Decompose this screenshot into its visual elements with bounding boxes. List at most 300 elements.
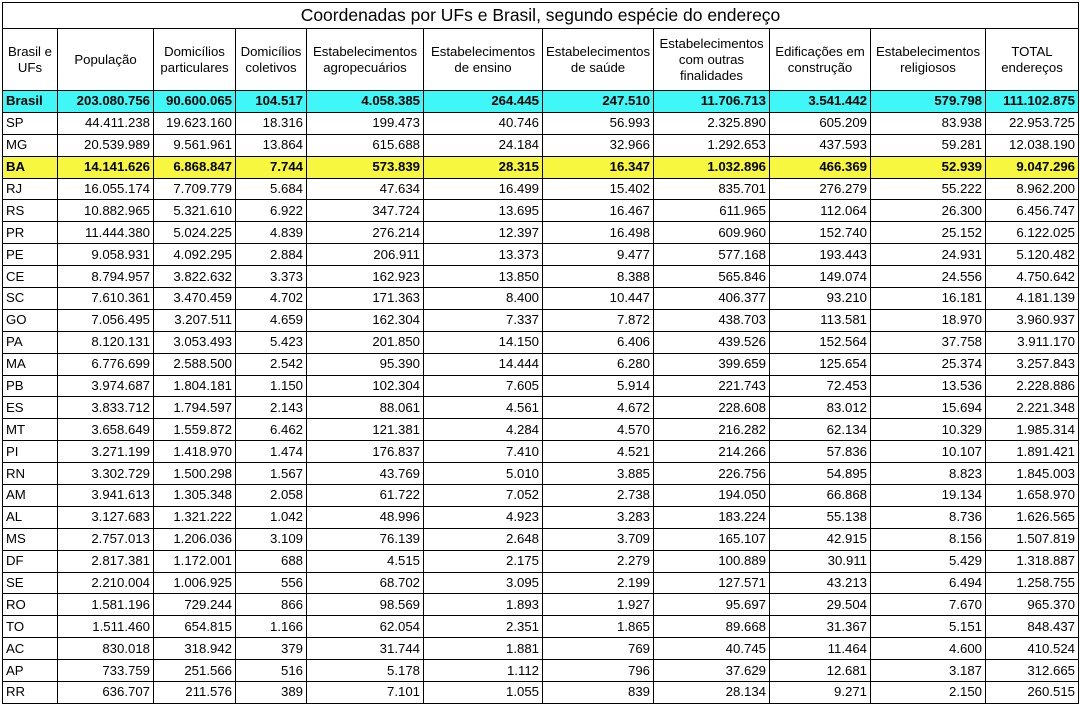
value-cell: 24.931	[871, 244, 986, 266]
value-cell: 565.846	[654, 266, 770, 288]
value-cell: 1.567	[236, 463, 307, 485]
value-cell: 848.437	[986, 616, 1079, 638]
value-cell: 466.369	[770, 156, 871, 178]
value-cell: 3.709	[543, 528, 654, 550]
value-cell: 7.605	[424, 375, 543, 397]
value-cell: 7.410	[424, 441, 543, 463]
table-row	[3, 309, 1079, 331]
value-cell: 13.536	[871, 375, 986, 397]
value-cell: 66.868	[770, 485, 871, 507]
value-cell: 102.304	[307, 375, 424, 397]
value-cell: 226.756	[654, 463, 770, 485]
value-cell: 835.701	[654, 178, 770, 200]
table-row	[3, 266, 1079, 288]
value-cell: 615.688	[307, 134, 424, 156]
uf-cell: Brasil	[3, 91, 58, 113]
value-cell: 183.224	[654, 506, 770, 528]
value-cell: 3.127.683	[58, 506, 154, 528]
table-row	[3, 682, 1079, 704]
column-header: Brasil e UFs	[3, 29, 58, 91]
value-cell: 3.302.729	[58, 463, 154, 485]
value-cell: 162.923	[307, 266, 424, 288]
value-cell: 3.658.649	[58, 419, 154, 441]
value-cell: 2.150	[871, 682, 986, 704]
value-cell: 410.524	[986, 638, 1079, 660]
value-cell: 276.279	[770, 178, 871, 200]
value-cell: 13.864	[236, 134, 307, 156]
value-cell: 48.996	[307, 506, 424, 528]
value-cell: 88.061	[307, 397, 424, 419]
value-cell: 13.373	[424, 244, 543, 266]
value-cell: 14.150	[424, 331, 543, 353]
value-cell: 10.882.965	[58, 200, 154, 222]
value-cell: 228.608	[654, 397, 770, 419]
value-cell: 2.058	[236, 485, 307, 507]
value-cell: 7.610.361	[58, 288, 154, 310]
value-cell: 3.974.687	[58, 375, 154, 397]
value-cell: 406.377	[654, 288, 770, 310]
value-cell: 14.141.626	[58, 156, 154, 178]
value-cell: 2.588.500	[154, 353, 236, 375]
value-cell: 4.923	[424, 506, 543, 528]
column-header: TOTAL endereços	[986, 29, 1079, 91]
value-cell: 1.166	[236, 616, 307, 638]
uf-cell: PB	[3, 375, 58, 397]
value-cell: 201.850	[307, 331, 424, 353]
value-cell: 43.213	[770, 572, 871, 594]
value-cell: 312.665	[986, 660, 1079, 682]
value-cell: 83.938	[871, 112, 986, 134]
value-cell: 9.047.296	[986, 156, 1079, 178]
value-cell: 6.122.025	[986, 222, 1079, 244]
value-cell: 6.406	[543, 331, 654, 353]
column-header: Estabelecimentos de ensino	[424, 29, 543, 91]
value-cell: 3.885	[543, 463, 654, 485]
value-cell: 8.962.200	[986, 178, 1079, 200]
value-cell: 4.092.295	[154, 244, 236, 266]
value-cell: 1.626.565	[986, 506, 1079, 528]
value-cell: 3.095	[424, 572, 543, 594]
value-cell: 113.581	[770, 309, 871, 331]
value-cell: 149.074	[770, 266, 871, 288]
uf-cell: PE	[3, 244, 58, 266]
value-cell: 1.507.819	[986, 528, 1079, 550]
value-cell: 3.373	[236, 266, 307, 288]
value-cell: 5.914	[543, 375, 654, 397]
uf-cell: AC	[3, 638, 58, 660]
value-cell: 55.138	[770, 506, 871, 528]
value-cell: 4.750.642	[986, 266, 1079, 288]
table-row	[3, 134, 1079, 156]
value-cell: 4.702	[236, 288, 307, 310]
value-cell: 25.374	[871, 353, 986, 375]
value-cell: 12.397	[424, 222, 543, 244]
value-cell: 25.152	[871, 222, 986, 244]
value-cell: 1.881	[424, 638, 543, 660]
value-cell: 636.707	[58, 682, 154, 704]
value-cell: 579.798	[871, 91, 986, 113]
value-cell: 4.058.385	[307, 91, 424, 113]
value-cell: 609.960	[654, 222, 770, 244]
value-cell: 100.889	[654, 550, 770, 572]
value-cell: 30.911	[770, 550, 871, 572]
value-cell: 1.032.896	[654, 156, 770, 178]
value-cell: 2.175	[424, 550, 543, 572]
value-cell: 1.292.653	[654, 134, 770, 156]
value-cell: 3.271.199	[58, 441, 154, 463]
value-cell: 830.018	[58, 638, 154, 660]
value-cell: 769	[543, 638, 654, 660]
table-row	[3, 528, 1079, 550]
value-cell: 162.304	[307, 309, 424, 331]
value-cell: 9.561.961	[154, 134, 236, 156]
uf-cell: SP	[3, 112, 58, 134]
value-cell: 7.670	[871, 594, 986, 616]
value-cell: 4.561	[424, 397, 543, 419]
value-cell: 6.868.847	[154, 156, 236, 178]
value-cell: 276.214	[307, 222, 424, 244]
value-cell: 6.494	[871, 572, 986, 594]
value-cell: 7.744	[236, 156, 307, 178]
address-table	[2, 2, 1079, 704]
value-cell: 264.445	[424, 91, 543, 113]
value-cell: 1.055	[424, 682, 543, 704]
value-cell: 11.464	[770, 638, 871, 660]
value-cell: 193.443	[770, 244, 871, 266]
value-cell: 251.566	[154, 660, 236, 682]
value-cell: 11.706.713	[654, 91, 770, 113]
value-cell: 55.222	[871, 178, 986, 200]
value-cell: 2.221.348	[986, 397, 1079, 419]
table-row	[3, 331, 1079, 353]
uf-cell: CE	[3, 266, 58, 288]
value-cell: 4.839	[236, 222, 307, 244]
value-cell: 7.337	[424, 309, 543, 331]
value-cell: 8.823	[871, 463, 986, 485]
value-cell: 5.423	[236, 331, 307, 353]
value-cell: 98.569	[307, 594, 424, 616]
value-cell: 28.315	[424, 156, 543, 178]
value-cell: 2.648	[424, 528, 543, 550]
value-cell: 1.500.298	[154, 463, 236, 485]
value-cell: 1.112	[424, 660, 543, 682]
value-cell: 1.006.925	[154, 572, 236, 594]
uf-cell: SC	[3, 288, 58, 310]
value-cell: 3.833.712	[58, 397, 154, 419]
value-cell: 9.271	[770, 682, 871, 704]
uf-cell: PA	[3, 331, 58, 353]
value-cell: 83.012	[770, 397, 871, 419]
value-cell: 6.776.699	[58, 353, 154, 375]
value-cell: 203.080.756	[58, 91, 154, 113]
uf-cell: RO	[3, 594, 58, 616]
value-cell: 8.794.957	[58, 266, 154, 288]
value-cell: 152.564	[770, 331, 871, 353]
value-cell: 3.941.613	[58, 485, 154, 507]
value-cell: 577.168	[654, 244, 770, 266]
value-cell: 5.429	[871, 550, 986, 572]
value-cell: 4.284	[424, 419, 543, 441]
value-cell: 221.743	[654, 375, 770, 397]
value-cell: 3.960.937	[986, 309, 1079, 331]
value-cell: 47.634	[307, 178, 424, 200]
value-cell: 4.570	[543, 419, 654, 441]
value-cell: 13.695	[424, 200, 543, 222]
table-row	[3, 353, 1079, 375]
value-cell: 95.390	[307, 353, 424, 375]
table-row	[3, 506, 1079, 528]
uf-cell: DF	[3, 550, 58, 572]
value-cell: 1.845.003	[986, 463, 1079, 485]
value-cell: 247.510	[543, 91, 654, 113]
value-cell: 437.593	[770, 134, 871, 156]
table-row	[3, 156, 1079, 178]
value-cell: 5.024.225	[154, 222, 236, 244]
value-cell: 165.107	[654, 528, 770, 550]
value-cell: 1.927	[543, 594, 654, 616]
table-row	[3, 288, 1079, 310]
table-row	[3, 485, 1079, 507]
value-cell: 438.703	[654, 309, 770, 331]
value-cell: 1.305.348	[154, 485, 236, 507]
value-cell: 26.300	[871, 200, 986, 222]
value-cell: 214.266	[654, 441, 770, 463]
value-cell: 57.836	[770, 441, 871, 463]
value-cell: 16.181	[871, 288, 986, 310]
value-cell: 7.056.495	[58, 309, 154, 331]
uf-cell: AM	[3, 485, 58, 507]
value-cell: 16.499	[424, 178, 543, 200]
value-cell: 31.367	[770, 616, 871, 638]
value-cell: 112.064	[770, 200, 871, 222]
value-cell: 1.559.872	[154, 419, 236, 441]
table-row	[3, 397, 1079, 419]
uf-cell: MT	[3, 419, 58, 441]
header-row	[3, 29, 1079, 91]
value-cell: 15.402	[543, 178, 654, 200]
value-cell: 62.134	[770, 419, 871, 441]
value-cell: 1.474	[236, 441, 307, 463]
uf-cell: MG	[3, 134, 58, 156]
value-cell: 3.109	[236, 528, 307, 550]
value-cell: 216.282	[654, 419, 770, 441]
value-cell: 16.055.174	[58, 178, 154, 200]
value-cell: 211.576	[154, 682, 236, 704]
value-cell: 516	[236, 660, 307, 682]
value-cell: 4.515	[307, 550, 424, 572]
uf-cell: PI	[3, 441, 58, 463]
value-cell: 16.467	[543, 200, 654, 222]
value-cell: 13.850	[424, 266, 543, 288]
value-cell: 19.134	[871, 485, 986, 507]
value-cell: 379	[236, 638, 307, 660]
value-cell: 6.922	[236, 200, 307, 222]
value-cell: 4.659	[236, 309, 307, 331]
uf-cell: MS	[3, 528, 58, 550]
column-header: Estabelecimentos religiosos	[871, 29, 986, 91]
value-cell: 5.178	[307, 660, 424, 682]
table-row	[3, 91, 1079, 113]
column-header: Estabelecimentos agropecuários	[307, 29, 424, 91]
value-cell: 866	[236, 594, 307, 616]
value-cell: 14.444	[424, 353, 543, 375]
value-cell: 68.702	[307, 572, 424, 594]
value-cell: 556	[236, 572, 307, 594]
value-cell: 199.473	[307, 112, 424, 134]
value-cell: 1.511.460	[58, 616, 154, 638]
value-cell: 3.283	[543, 506, 654, 528]
value-cell: 7.872	[543, 309, 654, 331]
value-cell: 3.911.170	[986, 331, 1079, 353]
table-row	[3, 112, 1079, 134]
value-cell: 1.891.421	[986, 441, 1079, 463]
value-cell: 439.526	[654, 331, 770, 353]
value-cell: 611.965	[654, 200, 770, 222]
uf-cell: PR	[3, 222, 58, 244]
value-cell: 44.411.238	[58, 112, 154, 134]
value-cell: 733.759	[58, 660, 154, 682]
column-header: Edificações em construção	[770, 29, 871, 91]
value-cell: 54.895	[770, 463, 871, 485]
value-cell: 61.722	[307, 485, 424, 507]
value-cell: 3.257.843	[986, 353, 1079, 375]
table-row	[3, 550, 1079, 572]
value-cell: 605.209	[770, 112, 871, 134]
value-cell: 10.329	[871, 419, 986, 441]
value-cell: 2.817.381	[58, 550, 154, 572]
value-cell: 3.053.493	[154, 331, 236, 353]
value-cell: 16.347	[543, 156, 654, 178]
column-header: Domicílios coletivos	[236, 29, 307, 91]
value-cell: 5.120.482	[986, 244, 1079, 266]
value-cell: 1.150	[236, 375, 307, 397]
value-cell: 9.058.931	[58, 244, 154, 266]
value-cell: 37.629	[654, 660, 770, 682]
uf-cell: AP	[3, 660, 58, 682]
table-row	[3, 463, 1079, 485]
uf-cell: RS	[3, 200, 58, 222]
value-cell: 1.658.970	[986, 485, 1079, 507]
value-cell: 1.321.222	[154, 506, 236, 528]
value-cell: 7.052	[424, 485, 543, 507]
value-cell: 1.893	[424, 594, 543, 616]
value-cell: 24.184	[424, 134, 543, 156]
value-cell: 18.970	[871, 309, 986, 331]
value-cell: 1.172.001	[154, 550, 236, 572]
value-cell: 10.107	[871, 441, 986, 463]
value-cell: 965.370	[986, 594, 1079, 616]
value-cell: 3.187	[871, 660, 986, 682]
value-cell: 2.884	[236, 244, 307, 266]
value-cell: 22.953.725	[986, 112, 1079, 134]
value-cell: 152.740	[770, 222, 871, 244]
value-cell: 4.600	[871, 638, 986, 660]
value-cell: 2.143	[236, 397, 307, 419]
value-cell: 40.745	[654, 638, 770, 660]
value-cell: 95.697	[654, 594, 770, 616]
value-cell: 2.279	[543, 550, 654, 572]
value-cell: 24.556	[871, 266, 986, 288]
value-cell: 5.684	[236, 178, 307, 200]
value-cell: 19.623.160	[154, 112, 236, 134]
table-row	[3, 638, 1079, 660]
value-cell: 32.966	[543, 134, 654, 156]
value-cell: 1.258.755	[986, 572, 1079, 594]
value-cell: 796	[543, 660, 654, 682]
value-cell: 121.381	[307, 419, 424, 441]
value-cell: 28.134	[654, 682, 770, 704]
uf-cell: GO	[3, 309, 58, 331]
value-cell: 6.280	[543, 353, 654, 375]
value-cell: 389	[236, 682, 307, 704]
value-cell: 125.654	[770, 353, 871, 375]
value-cell: 8.400	[424, 288, 543, 310]
value-cell: 76.139	[307, 528, 424, 550]
value-cell: 5.010	[424, 463, 543, 485]
value-cell: 347.724	[307, 200, 424, 222]
value-cell: 42.915	[770, 528, 871, 550]
value-cell: 2.228.886	[986, 375, 1079, 397]
value-cell: 206.911	[307, 244, 424, 266]
table-row	[3, 572, 1079, 594]
value-cell: 40.746	[424, 112, 543, 134]
value-cell: 31.744	[307, 638, 424, 660]
uf-cell: TO	[3, 616, 58, 638]
value-cell: 176.837	[307, 441, 424, 463]
uf-cell: RJ	[3, 178, 58, 200]
value-cell: 12.038.190	[986, 134, 1079, 156]
value-cell: 5.321.610	[154, 200, 236, 222]
value-cell: 2.325.890	[654, 112, 770, 134]
value-cell: 90.600.065	[154, 91, 236, 113]
value-cell: 2.199	[543, 572, 654, 594]
value-cell: 59.281	[871, 134, 986, 156]
value-cell: 4.181.139	[986, 288, 1079, 310]
table-row	[3, 660, 1079, 682]
value-cell: 127.571	[654, 572, 770, 594]
value-cell: 37.758	[871, 331, 986, 353]
value-cell: 1.206.036	[154, 528, 236, 550]
value-cell: 260.515	[986, 682, 1079, 704]
value-cell: 7.101	[307, 682, 424, 704]
value-cell: 29.504	[770, 594, 871, 616]
value-cell: 1.794.597	[154, 397, 236, 419]
value-cell: 1.581.196	[58, 594, 154, 616]
value-cell: 56.993	[543, 112, 654, 134]
value-cell: 8.156	[871, 528, 986, 550]
value-cell: 2.738	[543, 485, 654, 507]
value-cell: 194.050	[654, 485, 770, 507]
value-cell: 1.985.314	[986, 419, 1079, 441]
table-row	[3, 178, 1079, 200]
table-row	[3, 441, 1079, 463]
value-cell: 15.694	[871, 397, 986, 419]
uf-cell: SE	[3, 572, 58, 594]
value-cell: 2.210.004	[58, 572, 154, 594]
value-cell: 688	[236, 550, 307, 572]
value-cell: 52.939	[871, 156, 986, 178]
uf-cell: AL	[3, 506, 58, 528]
uf-cell: RN	[3, 463, 58, 485]
column-header: Estabelecimentos com outras finalidades	[654, 29, 770, 91]
value-cell: 6.462	[236, 419, 307, 441]
column-header: Domicílios particulares	[154, 29, 236, 91]
value-cell: 4.672	[543, 397, 654, 419]
value-cell: 104.517	[236, 91, 307, 113]
value-cell: 2.351	[424, 616, 543, 638]
uf-cell: MA	[3, 353, 58, 375]
uf-cell: BA	[3, 156, 58, 178]
